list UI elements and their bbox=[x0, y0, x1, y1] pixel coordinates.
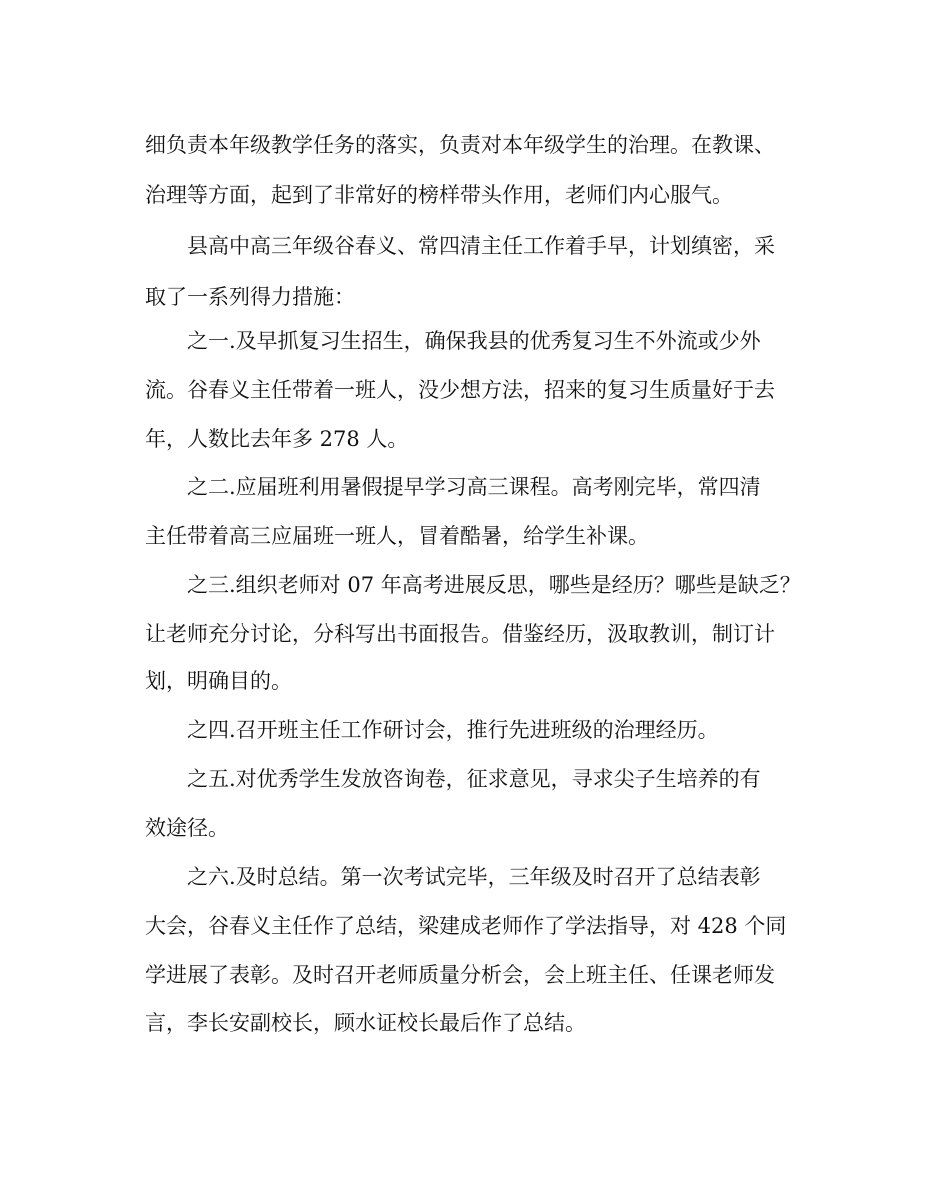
text-line: 取了一系列得力措施： bbox=[145, 285, 355, 309]
paragraph-first-line: 县高中高三年级谷春义、常四清主任工作着手早，计划缜密，采 bbox=[187, 234, 775, 258]
paragraph-first-line: 之四.召开班主任工作研讨会，推行先进班级的治理经历。 bbox=[187, 718, 719, 742]
text-line: 划，明确目的。 bbox=[145, 669, 292, 693]
text-line: 流。谷春义主任带着一班人，没少想方法，招来的复习生质量好于去 bbox=[145, 378, 775, 402]
text-line: 学进展了表彰。及时召开老师质量分析会，会上班主任、任课老师发 bbox=[145, 963, 775, 987]
paragraph-first-line: 之六.及时总结。第一次考试完毕，三年级及时召开了总结表彰 bbox=[187, 865, 761, 889]
text-line: 让老师充分讨论，分科写出书面报告。借鉴经历，汲取教训，制订计 bbox=[145, 622, 775, 646]
paragraph-first-line: 之三.组织老师对 07 年高考进展反思，哪些是经历？哪些是缺乏？ bbox=[187, 573, 801, 597]
text-line: 主任带着高三应届班一班人，冒着酷暑，给学生补课。 bbox=[145, 524, 649, 548]
text-line: 效途径。 bbox=[145, 816, 229, 840]
paragraph-first-line: 之二.应届班利用暑假提早学习高三课程。高考刚完毕，常四清 bbox=[187, 475, 761, 499]
paragraph-first-line: 之五.对优秀学生发放咨询卷，征求意见，寻求尖子生培养的有 bbox=[187, 767, 761, 791]
text-line: 治理等方面，起到了非常好的榜样带头作用，老师们内心服气。 bbox=[145, 183, 733, 207]
text-line: 言，李长安副校长，顾水证校长最后作了总结。 bbox=[145, 1011, 586, 1035]
text-line: 细负责本年级教学任务的落实，负责对本年级学生的治理。在教课、 bbox=[145, 133, 775, 157]
text-line: 大会，谷春义主任作了总结，梁建成老师作了学法指导，对 428 个同 bbox=[145, 914, 787, 938]
text-line: 年，人数比去年多 278 人。 bbox=[145, 427, 409, 451]
paragraph-first-line: 之一.及早抓复习生招生，确保我县的优秀复习生不外流或少外 bbox=[187, 329, 761, 353]
